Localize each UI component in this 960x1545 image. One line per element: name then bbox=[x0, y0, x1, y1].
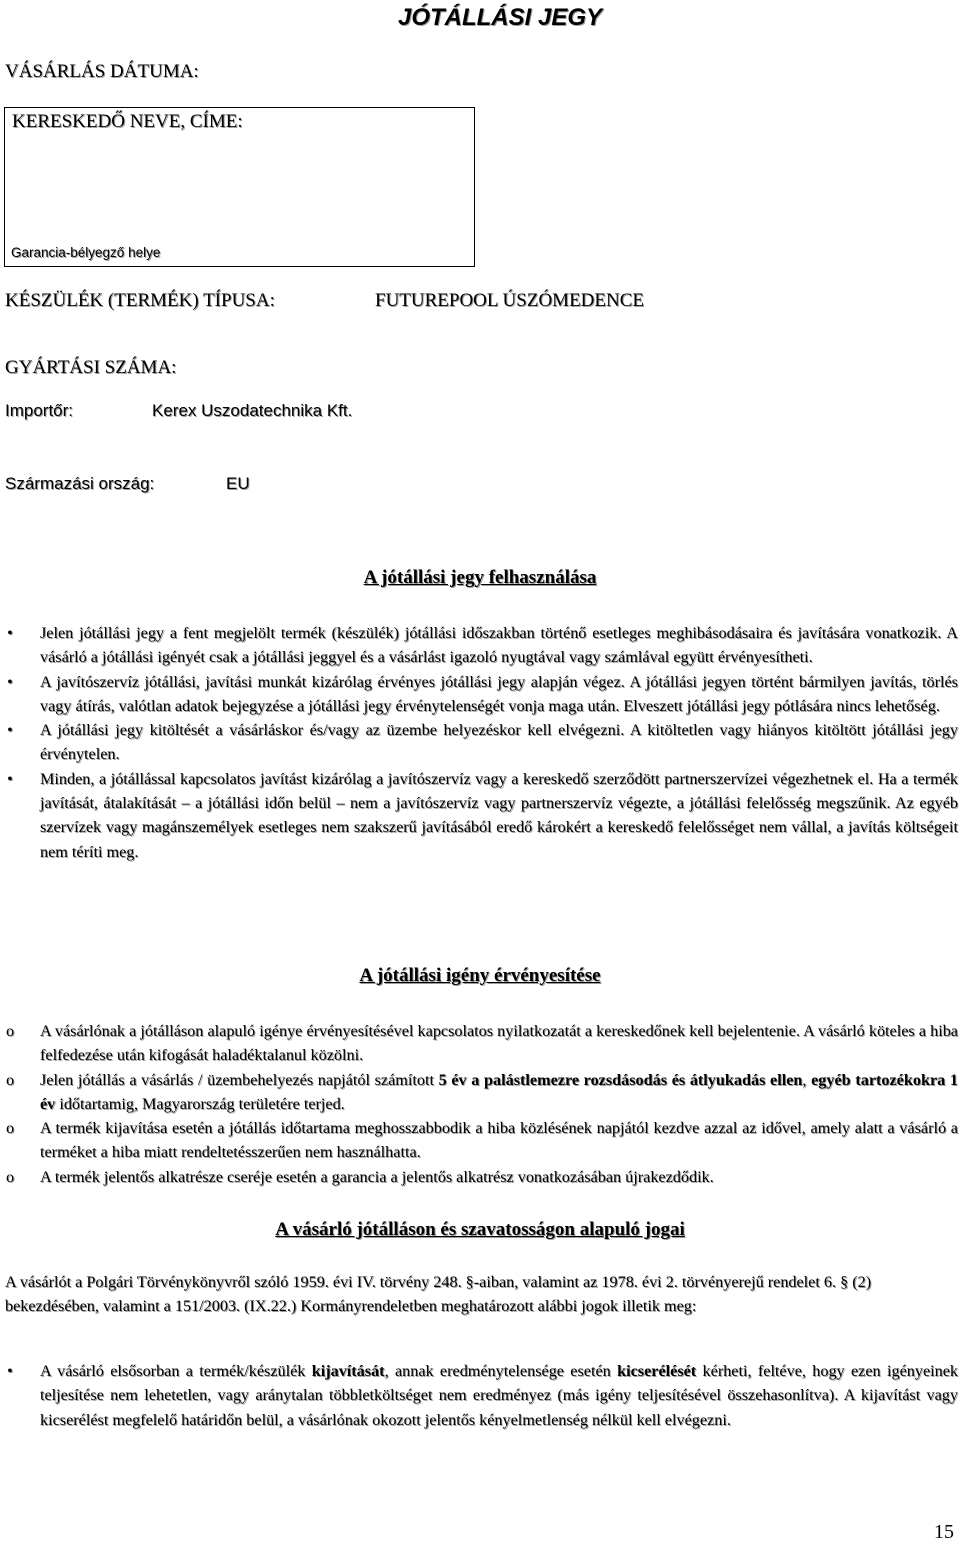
dealer-label: KERESKEDŐ NEVE, CÍME: bbox=[12, 111, 243, 132]
origin-value: EU bbox=[226, 474, 250, 493]
list-item bbox=[0, 1068, 958, 1117]
section-rights-heading: A vásárló jótálláson és szavatosságon alapuló jogai bbox=[275, 1219, 685, 1240]
bullet-marker: • bbox=[7, 769, 13, 788]
list-item bbox=[0, 1359, 958, 1432]
warranty-period-emphasis: 5 év a palástlemezre rozsdásodás és átlyukadás ellen bbox=[438, 1070, 803, 1089]
circle-marker: o bbox=[5, 1119, 15, 1138]
accessory-period-emphasis: egyéb tartozékokra 1 év bbox=[40, 1070, 958, 1113]
usage-bullet-text: A javítószervíz jótállási, javítási munkát kizárólag érvényes jótállási jegy alapján végez. A jótállási jegyen történt bármilyen javítás, törlés vagy átírás, valótlan adatok bejegyzése a jótállási jegy érvénytelenségét vonja maga után. Elveszett jótállási jegy pótlására nincs lehetőség. bbox=[40, 672, 958, 715]
list-item bbox=[0, 1165, 958, 1189]
page-title: JÓTÁLLÁSI JEGY bbox=[397, 4, 603, 31]
claim-item-text: A termék jelentős alkatrésze cseréje esetén a garancia a jelentős alkatrész vonatkozásában újrakezdődik. bbox=[40, 1167, 714, 1186]
replacement-emphasis: kicserélését bbox=[617, 1362, 697, 1380]
importer-label: Importőr: bbox=[5, 401, 74, 420]
claim-item-text: Jelen jótállás a vásárlás / üzembehelyezés napjától számított bbox=[40, 1070, 439, 1089]
bullet-marker: • bbox=[7, 721, 13, 740]
claim-item-text: A vásárlónak a jótálláson alapuló igénye érvényesítésével kapcsolatos nyilatkozatát a kereskedőnek kell bejelentenie. A vásárló köteles a hiba felfedezése után kifogását haladéktalanul közölni. bbox=[40, 1022, 958, 1065]
device-type-value: FUTUREPOOL ÚSZÓMEDENCE bbox=[375, 290, 644, 311]
circle-marker: o bbox=[5, 1022, 15, 1040]
claim-item-text: időtartamig, Magyarország területére terjed. bbox=[55, 1094, 345, 1113]
usage-bullet-text: Jelen jótállási jegy a fent megjelölt termék (készülék) jótállási időszakban történő esetleges meghibásodásaira és javítására vonatkozik. A vásárló a jótállási igényét csak a jótállási jeggyel és a vásárlást igazoló nyugtával vagy számlával együtt érvényesítheti. bbox=[40, 624, 958, 667]
list-item bbox=[0, 1019, 958, 1068]
usage-bullet-list bbox=[0, 621, 958, 864]
origin-label: Származási ország: bbox=[5, 474, 155, 493]
purchase-date-label: VÁSÁRLÁS DÁTUMA: bbox=[5, 61, 199, 82]
list-item bbox=[0, 621, 958, 670]
rights-bullet-text: kérheti, feltéve, hogy ezen igényeinek teljesítése nem lehetetlen, vagy aránytalan többletköltséget nem eredményez (más igény teljesítésével összehasonlítva). A kijavítást vagy kicserélést megfelelő határidőn belül, a vásárlónak okozott jelentős kényelmetlenség nélkül kell elvégezni. bbox=[40, 1362, 958, 1429]
rights-bullet-text: , annak eredménytelensége esetén bbox=[384, 1362, 618, 1380]
rights-intro-paragraph: A vásárlót a Polgári Törvénykönyvről szóló 1959. évi IV. törvény 248. §-aiban, valamint az 1978. évi 2. törvényerejű rendelet 6. § (2) bekezdésében, valamint a 151/2003. (IX.22.) Kormányrendeletben meghatározott alábbi jogok illetik meg: bbox=[5, 1273, 872, 1316]
importer-value: Kerex Uszodatechnika Kft. bbox=[152, 401, 353, 420]
claim-item-text: , bbox=[802, 1070, 812, 1089]
bullet-marker: • bbox=[7, 672, 13, 691]
page-number: 15 bbox=[934, 1521, 954, 1543]
usage-bullet-text: A jótállási jegy kitöltését a vásárláskor és/vagy az üzembe helyezéskor kell elvégezni. A kitöltetlen vagy hiányos kitöltött jótállási jegy érvénytelen. bbox=[40, 721, 958, 764]
list-item bbox=[0, 718, 958, 767]
claim-item-text: A termék kijavítása esetén a jótállás időtartama meghosszabbodik a hiba közlésének napjától kezdve azzal az idővel, amely alatt a vásárló a terméket a hiba miatt rendeltetésszerűen nem használhatta. bbox=[40, 1119, 958, 1162]
circle-marker: o bbox=[5, 1070, 15, 1089]
section-claim-heading: A jótállási igény érvényesítése bbox=[359, 965, 601, 986]
rights-bullet-list bbox=[0, 1359, 958, 1432]
section-usage-heading: A jótállási jegy felhasználása bbox=[363, 567, 597, 588]
claim-list bbox=[0, 1019, 958, 1189]
bullet-marker: • bbox=[7, 1362, 13, 1380]
bullet-marker: • bbox=[7, 624, 13, 642]
list-item bbox=[0, 670, 958, 719]
device-type-label: KÉSZÜLÉK (TERMÉK) TÍPUSA: bbox=[5, 290, 275, 311]
rights-bullet-text: A vásárló elsősorban a termék/készülék bbox=[40, 1362, 312, 1380]
repair-emphasis: kijavítását bbox=[311, 1362, 385, 1380]
list-item bbox=[0, 767, 958, 864]
stamp-place-label: Garancia-bélyegző helye bbox=[11, 245, 161, 260]
usage-bullet-text: Minden, a jótállással kapcsolatos javítást kizárólag a javítószervíz vagy a kereskedő szerződött partnerszervízei végezhetnek el. Ha a termék javítását, átalakítását – a jótállási időn belül – nem a javítószervíz vagy partnerszervíz végezte, a jótállási felelősség megszűnik. Az egyéb szervízek vagy magánszemélyek esetleges nem szakszerű javításából eredő károkért a kereskedő felelősséget nem vállal, a javítás költségeit nem téríti meg. bbox=[40, 769, 958, 861]
list-item bbox=[0, 1116, 958, 1165]
circle-marker: o bbox=[5, 1167, 15, 1186]
serial-number-label: GYÁRTÁSI SZÁMA: bbox=[5, 357, 177, 378]
